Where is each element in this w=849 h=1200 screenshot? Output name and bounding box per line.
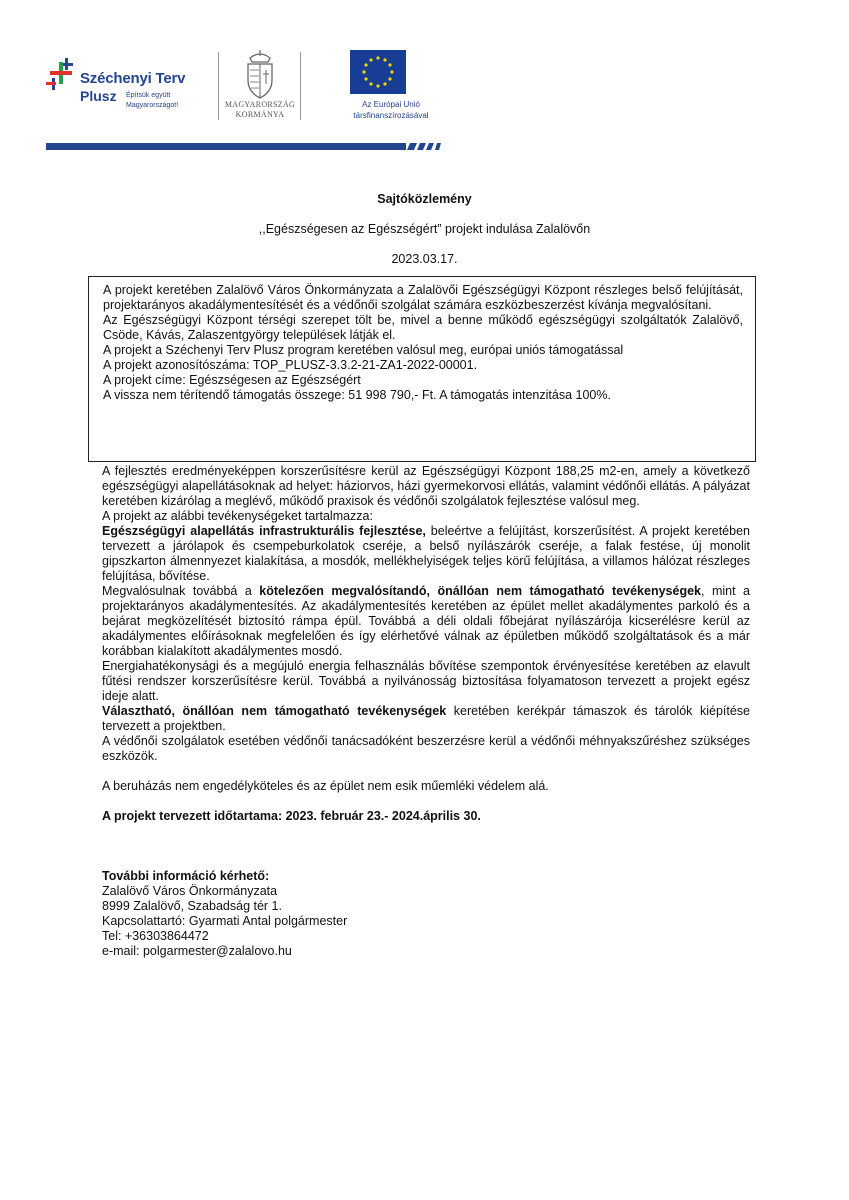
body-text (102, 464, 750, 959)
document-title: Sajtóközlemény (377, 192, 472, 206)
project-id: A projekt azonosítószáma: TOP_PLUSZ-3.3.2-21-ZA1-2022-00001. (103, 358, 478, 372)
body-paragraph: A védőnői szolgálatok esetében védőnői tanácsadóként beszerzésre kerül a védőnői méhnyakszűréshez szükséges eszközök. (102, 734, 750, 763)
bold-text: Választható, önállóan nem támogatható tevékenységek (102, 704, 447, 718)
body-paragraph: Egészségügyi alapellátás infrastrukturális fejlesztése, beleértve a felújítást, korszerűsítést. A projekt keretében tervezett a járólapok és csempeburkolatok cseréje, a belső nyílászárók cseréje, a falak festése, új monolit gipszkarton álmennyezet kialakítása, a mosdók, mellékhelyiségek teljes körű felújítása, a villamos hálózat részleges felújítása, bővítése. (102, 524, 750, 583)
eu-flag-icon (350, 50, 406, 94)
body-paragraph: A fejlesztés eredményeképpen korszerűsítésre kerül az Egészségügyi Központ 188,25 m2-en, amely a következő egészségügyi alapellátásoknak ad helyet: háziorvos, házi gyermekorvosi ellátás, valamint védőnői ellátás. A pályázat keretében kizárólag a meglévő, működő praxisok és védőnői szolgálatok fejlesztése valósul meg. (102, 464, 750, 508)
contact-phone: Tel: +36303864472 (102, 929, 209, 943)
contact-person: Kapcsolattartó: Gyarmati Antal polgármester (102, 914, 348, 928)
body-paragraph: A projekt az alábbi tevékenységeket tartalmazza: (102, 509, 373, 523)
summary-paragraph: A projekt keretében Zalalövő Város Önkormányzata a Zalalövői Egészségügyi Központ részleges belső felújítását, projektarányos akadálymentesítését és a védőnői szolgálat számára eszközbeszerzést kívánja megvalósítani. (103, 283, 743, 312)
logo-divider-2 (300, 52, 301, 120)
contact-heading: További információ kérhető: (102, 869, 270, 883)
project-duration: A projekt tervezett időtartama: 2023. február 23.- 2024.április 30. (102, 809, 481, 823)
eu-text: Az Európai Unió társfinanszírozásával (353, 100, 429, 120)
grant-amount: A vissza nem térítendő támogatás összege: 51 998 790,- Ft. A támogatás intenzitása 100%. (103, 388, 611, 402)
hungarian-crest-icon (238, 48, 282, 100)
document-subtitle: ,,Egészségesen az Egészségért” projekt indulása Zalalövőn (258, 222, 591, 236)
summary-paragraph: A projekt a Széchenyi Terv Plusz program keretében valósul meg, európai uniós támogatással (103, 343, 624, 357)
summary-paragraph: Az Egészségügyi Központ térségi szerepet tölt be, mivel a benne működő egészségügyi szolgáltatók Zalalövő, Csöde, Kávás, Zalaszentgyörgy települések látják el. (103, 313, 743, 342)
bold-text: Egészségügyi alapellátás infrastrukturális fejlesztése, (102, 524, 426, 538)
body-paragraph: A beruházás nem engedélyköteles és az épület nem esik műemléki védelem alá. (102, 779, 549, 793)
body-paragraph: Választható, önállóan nem támogatható tevékenységek keretében kerékpár támaszok és tárolók kiépítése tervezett a projektben. (102, 704, 750, 733)
bold-text: kötelezően megvalósítandó, önállóan nem támogatható tevékenységek (259, 584, 701, 598)
header-logos (46, 44, 441, 150)
szechenyi-plusz: Plusz (80, 88, 117, 104)
contact-address: 8999 Zalalövő, Szabadság tér 1. (102, 899, 282, 913)
szechenyi-cross-icon (46, 58, 80, 92)
government-text: MAGYARORSZÁG KORMÁNYA (224, 100, 296, 119)
project-summary-box (88, 276, 756, 462)
szechenyi-logo (46, 58, 216, 118)
document-date: 2023.03.17. (391, 252, 458, 266)
header-stripe (46, 143, 441, 150)
contact-email: e-mail: polgarmester@zalalovo.hu (102, 944, 292, 958)
body-paragraph: Megvalósulnak továbbá a kötelezően megvalósítandó, önállóan nem támogatható tevékenységek, mint a projektarányos akadálymentesítés. Az akadálymentesítés keretében az épület mellet akadálymentes parkoló és a bejárat megközelítését biztosító rámpa épül. Továbbá a déli oldali főbejárat nyílászárója kicserélésre kerül az akadálymentes előírásoknak megfelelően és így elérhetővé válnak az épületben működő szolgáltatások és a már korábban kialakított akadálymentes mosdó. (102, 584, 750, 658)
project-name: A projekt címe: Egészségesen az Egészségért (103, 373, 361, 387)
logo-divider (218, 52, 219, 120)
contact-org: Zalalövő Város Önkormányzata (102, 884, 278, 898)
szechenyi-title: Széchenyi Terv (80, 70, 186, 87)
body-paragraph: Energiahatékonysági és a megújuló energia felhasználás bővítése szempontok érvényesítése keretében az elavult fűtési rendszer korszerűsítésre kerül. Továbbá a nyilvánosság biztosítása folyamatoson tervezett a projekt egész ideje alatt. (102, 659, 750, 703)
szechenyi-slogan: Építsük együtt Magyarországot! (126, 92, 179, 109)
